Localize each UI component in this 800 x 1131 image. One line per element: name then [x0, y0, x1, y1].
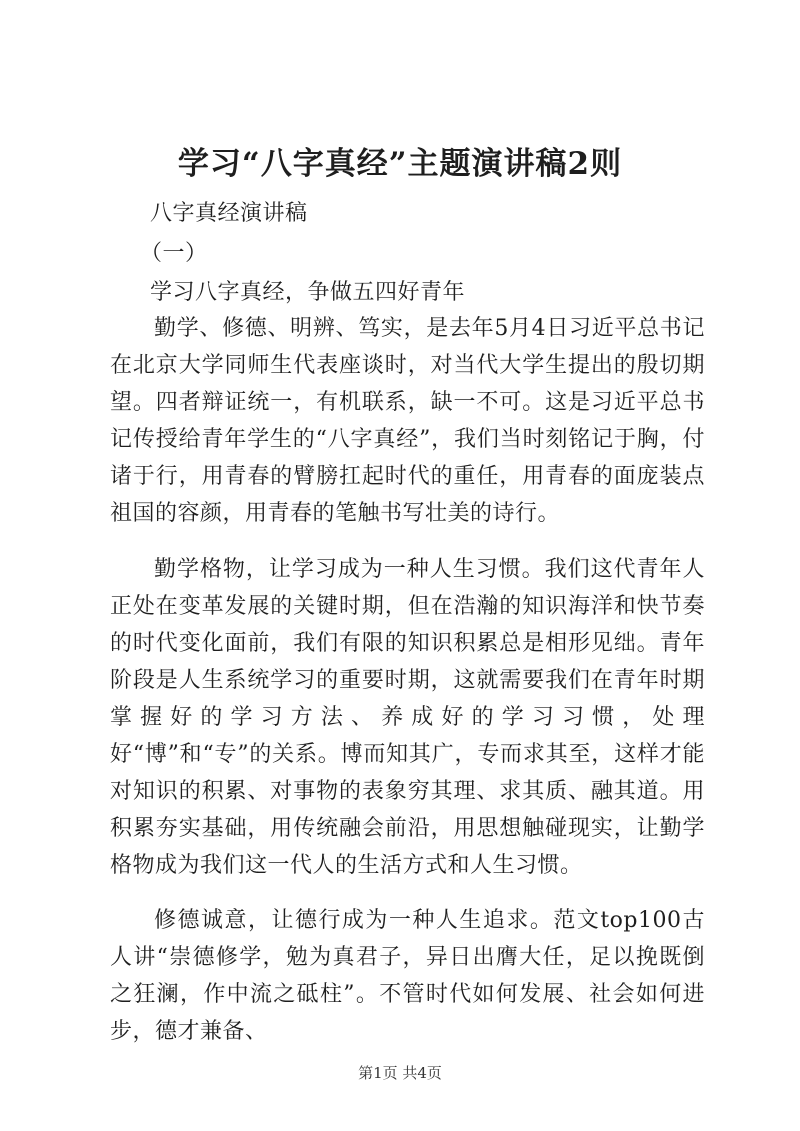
paragraph-3: 修德诚意，让德行成为一种人生追求。范文top100古人讲“崇德修学，勉为真君子，异日出膺大任，足以挽既倒之狂澜，作中流之砥柱”。不管时代如何发展、社会如何进步，德才兼备、 [110, 908, 705, 1044]
section-heading: 学习八字真经，争做五四好青年 [150, 280, 466, 305]
paragraph-1: 勤学、修德、明辨、笃实，是去年5月4日习近平总书记在北京大学同师生代表座谈时，对当代大学生提出的殷切期望。四者辩证统一，有机联系，缺一不可。这是习近平总书记传授给青年学生的“八字真经”，我们当时刻铭记于胸，付诸于行，用青春的臂膀扛起时代的重任，用青春的面庞装点祖国的容颜，用青春的笔触书写壮美的诗行。 [110, 316, 705, 526]
document-title: 学习“八字真经”主题演讲稿2则 [177, 146, 623, 182]
section-number: （一） [140, 241, 208, 266]
paragraph-2: 勤学格物，让学习成为一种人生习惯。我们这代青年人正处在变革发展的关键时期，但在浩瀚的知识海洋和快节奏的时代变化面前，我们有限的知识积累总是相形见绌。青年阶段是人生系统学习的重要时期，这就需要我们在青年时期掌握好的学习方法、养成好的学习习惯，处理好“博”和“专”的关系。博而知其广，专而求其至，这样才能对知识的积累、对事物的表象穷其理、求其质、融其道。用积累夯实基础，用传统融会前沿，用思想触碰现实，让勤学格物成为我们这一代人的生活方式和人生习惯。 [110, 557, 705, 878]
document-subtitle: 八字真经演讲稿 [150, 201, 308, 226]
page-footer: 第1页 共4页 [358, 1064, 442, 1082]
